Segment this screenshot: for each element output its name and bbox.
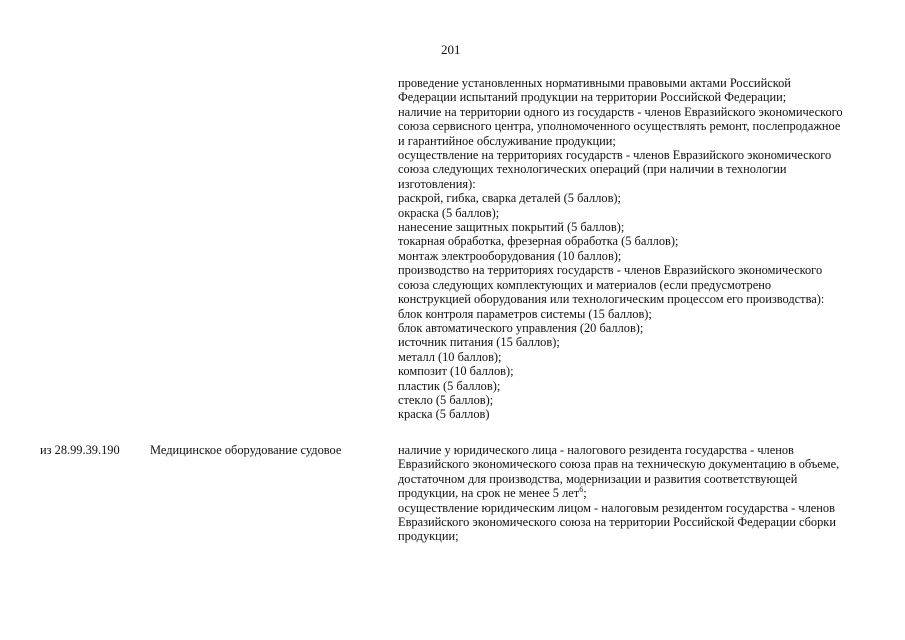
text-line: токарная обработка, фрезерная обработка (5 баллов);: [398, 234, 679, 249]
text-line: наличие на территории одного из государств - членов Евразийского экономического: [398, 104, 843, 119]
text-line: металл (10 баллов);: [398, 349, 502, 364]
text-line: Евразийского экономического союза прав на техническую документацию в объеме,: [398, 457, 840, 472]
text-line: нанесение защитных покрытий (5 баллов);: [398, 220, 625, 235]
text-line: монтаж электрооборудования (10 баллов);: [398, 248, 622, 263]
text-line: источник питания (15 баллов);: [398, 335, 560, 350]
text-line: осуществление на территориях государств - членов Евразийского экономического: [398, 148, 832, 163]
text-line: Федерации испытаний продукции на территории Российской Федерации;: [398, 90, 787, 105]
text-line: блок контроля параметров системы (15 баллов);: [398, 306, 652, 321]
text-line: наличие у юридического лица - налогового резидента государства - членов: [398, 443, 794, 457]
text-line: краска (5 баллов): [398, 407, 490, 422]
text-line: композит (10 баллов);: [398, 364, 514, 379]
text-line: союза следующих комплектующих и материалов (если предусмотрено: [398, 277, 772, 292]
punctuation: ;: [583, 486, 587, 501]
text-line: окраска (5 баллов);: [398, 205, 500, 220]
text-line: продукции;: [398, 529, 459, 544]
text-line: союза следующих технологических операций (при наличии в технологии: [398, 162, 787, 177]
page-number: 201: [441, 42, 461, 57]
requirements-block-continued: [398, 76, 893, 422]
text-line: блок автоматического управления (20 баллов);: [398, 320, 644, 335]
text-line: и гарантийное обслуживание продукции;: [398, 133, 616, 148]
product-code: из 28.99.39.190: [40, 443, 120, 457]
text-line: Евразийского экономического союза на территории Российской Федерации сборки: [398, 515, 836, 530]
text-line: осуществление юридическим лицом - налоговым резидентом государства - членов: [398, 500, 835, 515]
text-line: проведение установленных нормативными правовыми актами Российской: [398, 76, 791, 90]
text-line: конструкцией оборудования или технологическим процессом его производства):: [398, 292, 825, 307]
text-line: продукции, на срок не менее 5 лет: [398, 486, 580, 501]
text-line: стекло (5 баллов);: [398, 392, 494, 407]
text-line-with-footnote: [398, 486, 893, 500]
text-line: раскрой, гибка, сварка деталей (5 баллов);: [398, 191, 621, 206]
text-line: союза сервисного центра, уполномоченного осуществлять ремонт, послепродажное: [398, 119, 841, 134]
text-line: изготовления):: [398, 176, 476, 191]
text-line: производство на территориях государств - членов Евразийского экономического: [398, 263, 823, 278]
text-line: пластик (5 баллов);: [398, 378, 501, 393]
requirements-block: [398, 443, 893, 544]
footnote-mark: 6: [579, 485, 584, 495]
text-line: достаточном для производства, модернизации и развития соответствующей: [398, 471, 798, 486]
product-name: Медицинское оборудование судовое: [150, 443, 342, 457]
